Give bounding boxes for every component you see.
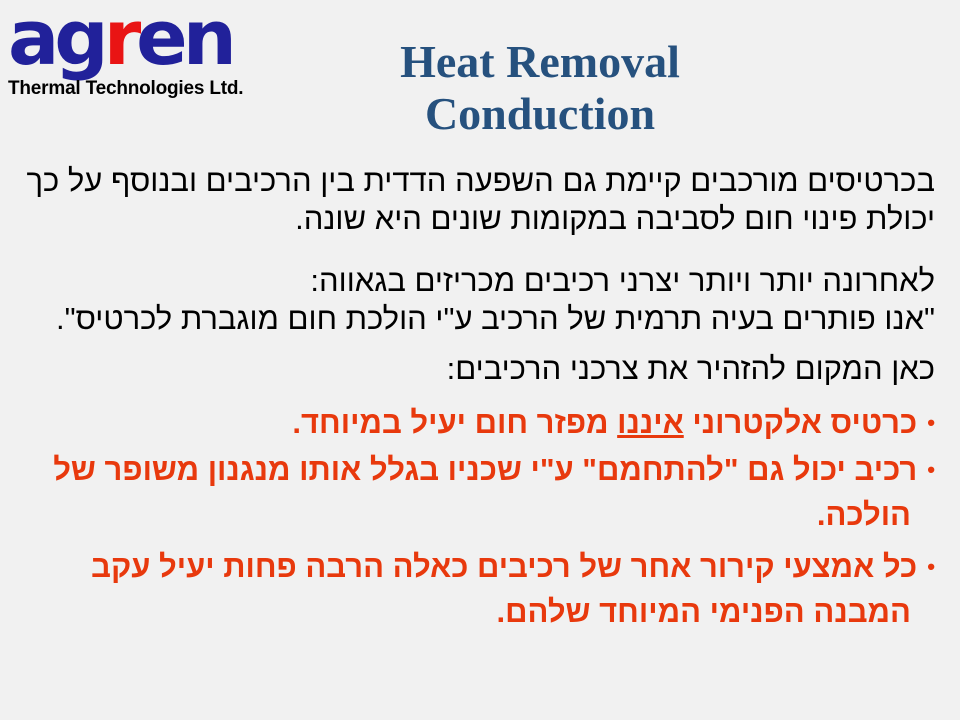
paragraph-manufacturers-claim <box>25 262 935 338</box>
title-line-1: Heat Removal <box>400 36 680 87</box>
slide-title <box>250 36 830 140</box>
logo-wordmark <box>8 0 243 82</box>
slide-body <box>25 162 935 633</box>
red-bullet-other-cooling-means <box>25 546 935 633</box>
bullet-text-underlined: איננו <box>617 405 684 440</box>
bullet-line: המבנה הפנימי המיוחד שלהם. <box>496 594 911 629</box>
bullet-line <box>25 402 935 447</box>
bullet-text-pre: כרטיס אלקטרוני <box>683 405 918 440</box>
paragraph-mutual-influence <box>25 162 935 238</box>
bullet-icon: • <box>927 410 935 435</box>
red-bullet-card-not-spreader <box>25 402 935 447</box>
bullet-icon: • <box>927 457 935 482</box>
paragraph-line: כאן המקום להזהיר את צרכני הרכיבים: <box>446 351 935 386</box>
bullet-icon: • <box>927 554 935 579</box>
logo-tagline: Thermal Technologies Ltd. <box>8 78 244 100</box>
paragraph-line: "אנו פותרים בעיה תרמית של הרכיב ע"י הולכת חום מוגברת לכרטיס". <box>55 301 935 336</box>
logo-letter-r: r <box>103 0 137 82</box>
logo-letters-en: en <box>136 0 232 82</box>
red-bullet-component-heating <box>25 449 935 536</box>
bullet-line: הולכה. <box>816 497 911 532</box>
logo-letters-ag: ag <box>8 0 104 82</box>
bullet-line <box>25 546 935 591</box>
bullet-text: רכיב יכול גם "להתחמם" ע"י שכניו בגלל אותו מנגנון משופר של <box>53 452 918 487</box>
paragraph-warning-intro <box>25 350 935 388</box>
bullet-line <box>25 449 935 494</box>
bullet-text: כל אמצעי קירור אחר של רכיבים כאלה הרבה פחות יעיל עקב <box>91 549 918 584</box>
agren-logo <box>8 0 244 100</box>
title-line-2: Conduction <box>424 88 656 139</box>
bullet-text-post: מפזר חום יעיל במיוחד. <box>292 405 618 440</box>
paragraph-line: יכולת פינוי חום לסביבה במקומות שונים היא שונה. <box>295 201 935 236</box>
paragraph-line: לאחרונה יותר ויותר יצרני רכיבים מכריזים בגאווה: <box>310 263 935 298</box>
paragraph-line: בכרטיסים מורכבים קיימת גם השפעה הדדית בין הרכיבים ובנוסף על כך <box>26 163 935 198</box>
